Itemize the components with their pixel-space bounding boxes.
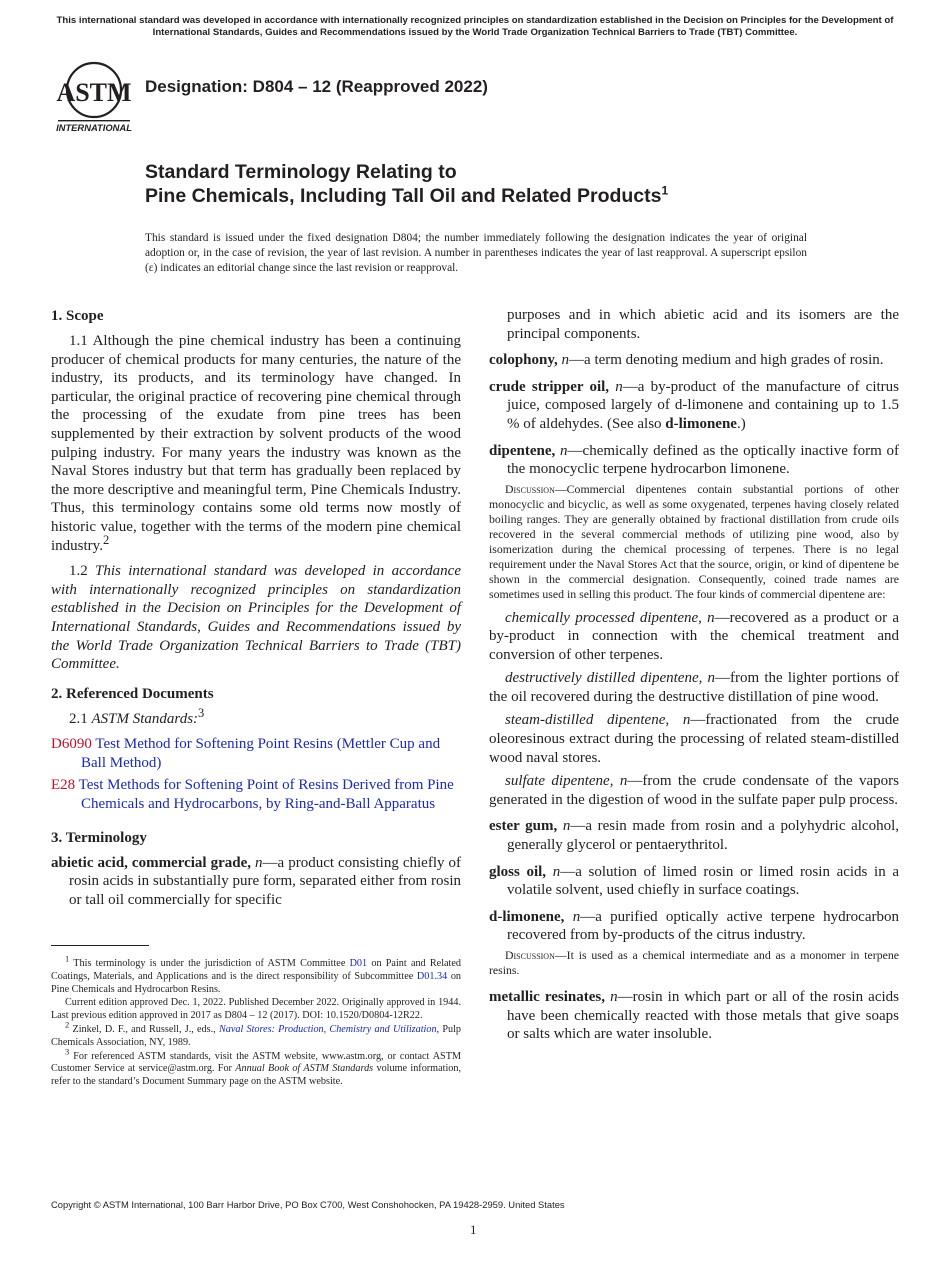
ref-d6090[interactable]: D6090 Test Method for Softening Point Resins (Mettler Cup and Ball Method) [51,736,441,771]
title-line-2: Pine Chemicals, Including Tall Oil and Related Products$^1$ [145,183,669,207]
astm-standards-intro: 2.1 ASTM Standards:$^3$ [69,705,205,727]
footnotes [51,953,462,1090]
term-chemically-processed-dipentene: chemically processed dipentene, n—recovered as a product or a by-product in connection with the chemical treatment and conversion of other terpenes. [489,609,900,663]
copyright: Copyright © ASTM International, 100 Barr Harbor Drive, PO Box C700, West Conshohocken, PA 19428-2959. United States [51,1199,565,1210]
term-destructively-distilled-dipentene: destructively distilled dipentene, n—from the lighter portions of the oil recovered during the destructive distillation of pine wood. [489,670,899,705]
term-ester-gum: ester gum, n—a resin made from rosin and a polyhydric alcohol, generally glycerol or pentaerythritol. [489,818,899,854]
footnote-1-current-edition: Current edition approved Dec. 1, 2022. Published December 2022. Originally approved in 1944. Last previous edition approved in 2017 as D804 – 12 (2017). DOI: 10.1520/D0804-12R22. [51,997,461,1022]
scope-para-2: 1.2 This international standard was developed in accordance with internationally recognized principles on standardization established in the Decision on Principles for the Development of International Standards, Guides and Recommendations issued by the World Trade Organization Technical Barriers to Trade (TBT) Committee. [51,563,461,673]
scope-para-1: 1.1 Although the pine chemical industry has been a continuing producer of chemical products for many centuries, the nature of the industry, its products, and its terminology have changed. In particular, the original practice of recovering pine chemical through the processing of the exudate from pine trees has been supplemented by their extraction by solvent products of the wood pulping industry. For many years the industry was known as the Naval Stores industry but that term has gradually been replaced by the more descriptive and meaningful term, Pine Chemicals Industry. Thus, this terminology contains some old terms now mostly of historic value, together with the terms of the modern pine chemical industry.$^2$ [51,333,461,554]
term-d-limonene: d-limonene, n—a purified optically active terpene hydrocarbon recovered from by-products of the citrus industry. [489,908,899,944]
right-column [489,306,899,1052]
logo-org: INTERNATIONAL [56,122,132,133]
footnote-1: $^1$ This terminology is under the jurisdiction of ASTM Committee D01 on Paint and Related Coatings, Materials, and Applications and is the direct responsibility of Subcommittee D01.34 on Pine Chemicals and Hydrocarbon Resins. [51,953,462,995]
designation: Designation: D804 – 12 (Reapproved 2022) [145,77,488,96]
logo-letters: ASTM [56,78,132,107]
link-d01-34[interactable]: D01.34 [416,970,448,982]
title-footnote-mark: 1 [661,183,669,198]
issued-note: This standard is issued under the fixed designation D804; the number immediately following the designation indicates the year of original adoption or, in the case of revision, the year of last revision. A number in parentheses indicates the year of last reapproval. A superscript epsilon (ε) indicates an editorial change since the last revision or reapproval. [145,232,807,274]
dipentene-discussion: Discussion—Commercial dipentenes contain substantial portions of other monocyclic and bicyclic, as well as some oxygenated, terpenes having closely related boiling ranges. They are generally obtained by fractional distillation from crude oils recovered in the several commercial methods of utilizing pine wood, also by isomerization during the chemical processing of terpenes. There is no legal requirement under the Naval Stores Act that the source, origin, or kind of dipentene be shown in the commercial designation. Consequently, coined trade names are sometimes used in selling this product. The four kinds of commercial dipentene are: [489,481,899,602]
link-naval-stores[interactable]: Naval Stores: Production, Chemistry and Utilization [218,1023,437,1035]
ref-e28[interactable]: E28 Test Methods for Softening Point of Resins Derived from Pine Chemicals and Hydrocarbons, by Ring-and-Ball Apparatus [51,777,454,813]
d-limonene-discussion: Discussion—It is used as a chemical intermediate and as a monomer in terpene resins. [489,948,899,978]
term-abietic-acid-cont: purposes and in which abietic acid and its isomers are the principal components. [507,307,899,342]
link-d01[interactable]: D01 [349,958,368,969]
scope-heading: 1. Scope [51,308,104,324]
left-column [51,306,461,917]
referenced-heading: 2. Referenced Documents [51,685,214,702]
term-steam-distilled-dipentene: steam-distilled dipentene, n—fractionated from the crude oleoresinous extract during the processing of related steam-distilled wood naval stores. [489,712,899,766]
term-metallic-resinates: metallic resinates, n—rosin in which part or all of the rosin acids have been chemically reacted with those metals that give soaps or salts which are water insoluble. [489,989,899,1043]
terminology-heading: 3. Terminology [51,829,147,846]
term-crude-stripper-oil: crude stripper oil, n—a by-product of the manufacture of citrus juice, composed largely of d-limonene and containing up to 1.5 % of aldehydes. (See also d-limonene.) [489,378,899,432]
footnote-ref-2: 2 [102,532,110,547]
term-gloss-oil: gloss oil, n—a solution of limed rosin or limed rosin acids in a volatile solvent, used chiefly in surface coatings. [489,863,899,899]
title-line-1: Standard Terminology Relating to [145,161,457,183]
term-abietic-acid: abietic acid, commercial grade, n—a product consisting chiefly of rosin acids in substantially pure form, separated either from rosin or tall oil commercially for specific [51,854,462,908]
tbt-notice: This international standard was developed in accordance with internationally recognized principles on standardization established in the Decision on Principles for the Development of International Standards, Guides and Recommendations issued by the World Trade Organization Technical Barriers to Trade (TBT) Committee. [56,15,894,38]
footnote-rule [51,945,149,946]
document-title [145,160,668,208]
footnote-ref-3: 3 [198,705,205,720]
page-number: 1 [470,1222,477,1237]
term-dipentene: dipentene, n—chemically defined as the optically inactive form of the monocyclic terpene hydrocarbon limonene. [489,442,900,478]
footnote-2: $^2$ Zinkel, D. F., and Russell, J., eds., Naval Stores: Production, Chemistry and Utilization, Pulp Chemicals Association, NY, 1989. [51,1019,462,1048]
astm-logo [52,60,136,134]
term-colophony: colophony, n—a term denoting medium and high grades of rosin. [489,352,884,369]
footnote-3: $^3$ For referenced ASTM standards, visit the ASTM website, www.astm.org, or contact ASTM Customer Service at service@astm.org. For Annual Book of ASTM Standards volume information, refer to the standard’s Document Summary page on the ASTM website. [51,1046,462,1088]
term-sulfate-dipentene: sulfate dipentene, n—from the crude condensate of the vapors generated in the digestion of wood in the sulfate paper pulp process. [489,773,899,808]
